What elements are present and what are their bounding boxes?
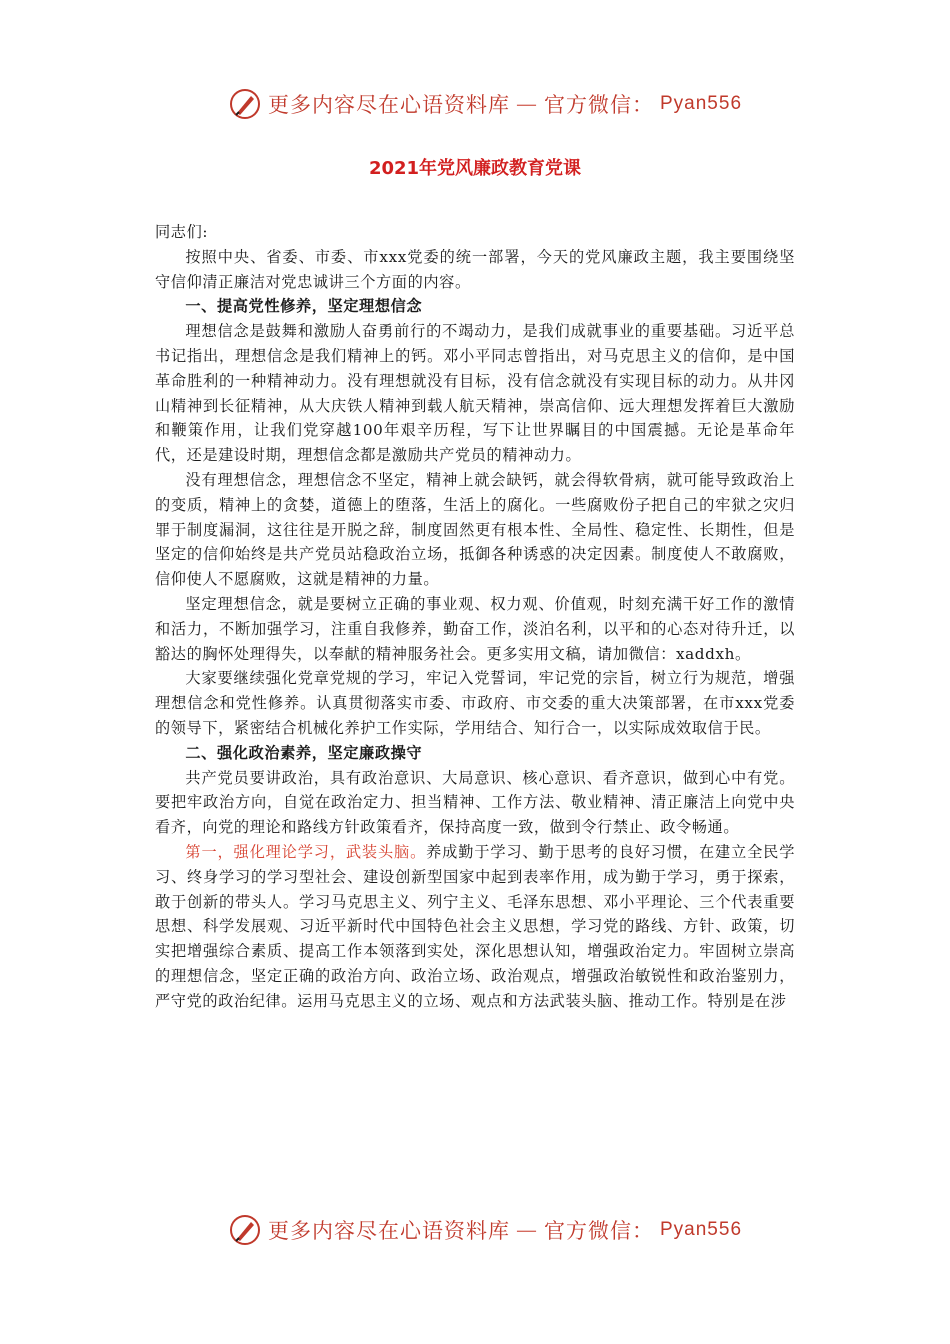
paragraph: 按照中央、省委、市委、市xxx党委的统一部署，今天的党风廉政主题，我主要围绕坚守信仰清正廉洁对党忠诚讲三个方面的内容。 xyxy=(155,247,795,291)
banner-text: 更多内容尽在心语资料库 xyxy=(268,1219,510,1243)
banner-label: 官方微信： xyxy=(544,1219,654,1243)
paragraph: 没有理想信念，理想信念不坚定，精神上就会缺钙，就会得软骨病，就可能导致政治上的变质，精神上的贪婪，道德上的堕落，生活上的腐化。一些腐败份子把自己的牢狱之灾归罪于制度漏洞，这往往是开脱之辞，制度固然更有根本性、全局性、稳定性、长期性，但是坚定的信仰始终是共产党员站稳政治立场，抵御各种诱惑的决定因素。制度使人不敢腐败，信仰使人不愿腐败，这就是精神的力量。 xyxy=(155,470,795,589)
banner-separator: — xyxy=(516,92,538,116)
quill-pen-logo-icon xyxy=(228,1213,262,1247)
paragraph-lead: 第一，强化理论学习，武装头脑。 xyxy=(185,842,427,861)
banner-wechat-id: Pyan556 xyxy=(660,93,743,114)
quill-pen-logo-icon xyxy=(228,87,262,121)
section-heading: 一、提高党性修养，坚定理想信念 xyxy=(185,297,423,316)
banner-wechat-id: Pyan556 xyxy=(660,1219,743,1240)
paragraph: 共产党员要讲政治，具有政治意识、大局意识、核心意识、看齐意识，做到心中有党。要把牢政治方向，自觉在政治定力、担当精神、工作方法、敬业精神、清正廉洁上向党中央看齐，向党的理论和路线方针政策看齐，保持高度一致，做到令行禁止、政令畅通。 xyxy=(155,768,795,837)
paragraph xyxy=(155,840,795,1014)
banner-label: 官方微信： xyxy=(544,93,654,117)
document-title: 2021年党风廉政教育党课 xyxy=(368,158,582,179)
banner-separator: — xyxy=(516,1218,538,1242)
salutation: 同志们: xyxy=(155,223,209,241)
document-body xyxy=(155,220,795,1014)
banner-text: 更多内容尽在心语资料库 xyxy=(268,93,510,117)
footer-banner xyxy=(228,1210,742,1250)
paragraph: 理想信念是鼓舞和激励人奋勇前行的不竭动力，是我们成就事业的重要基础。习近平总书记指出，理想信念是我们精神上的钙。邓小平同志曾指出，对马克思主义的信仰，是中国革命胜利的一种精神动力。没有理想就没有目标，没有信念就没有实现目标的动力。从井冈山精神到长征精神，从大庆铁人精神到载人航天精神，崇高信仰、远大理想发挥着巨大激励和鞭策作用，让我们党穿越100年艰辛历程，写下让世界瞩目的中国震撼。无论是革命年代，还是建设时期，理想信念都是激励共产党员的精神动力。 xyxy=(155,322,795,465)
paragraph: 大家要继续强化党章党规的学习，牢记入党誓词，牢记党的宗旨，树立行为规范，增强理想信念和党性修养。认真贯彻落实市委、市政府、市交委的重大决策部署，在市xxx党委的领导下，紧密结合机械化养护工作实际，学用结合、知行合一，以实际成效取信于民。 xyxy=(155,669,795,737)
paragraph: 坚定理想信念，就是要树立正确的事业观、权力观、价值观，时刻充满干好工作的激情和活力，不断加强学习，注重自我修养，勤奋工作，淡泊名利，以平和的心态对待升迁，以豁达的胸怀处理得失，以奉献的精神服务社会。更多实用文稿，请加微信：xaddxh。 xyxy=(155,594,795,663)
section-heading: 二、强化政治素养，坚定廉政操守 xyxy=(185,743,423,762)
paragraph-text: 养成勤于学习、勤于思考的良好习惯，在建立全民学习、终身学习的学习型社会、建设创新型国家中起到表率作用，成为勤于学习，勇于探索，敢于创新的带头人。学习马克思主义、列宁主义、毛泽东思想、邓小平理论、三个代表重要思想、科学发展观、习近平新时代中国特色社会主义思想，学习党的路线、方针、政策，切实把增强综合素质、提高工作本领落到实处，深化思想认知，增强政治定力。牢固树立崇高的理想信念，坚定正确的政治方向、政治立场、政治观点，增强政治敏锐性和政治鉴别力，严守党的政治纪律。运用马克思主义的立场、观点和方法武装头脑、推动工作。特别是在涉 xyxy=(155,842,795,1010)
header-banner xyxy=(228,84,742,124)
